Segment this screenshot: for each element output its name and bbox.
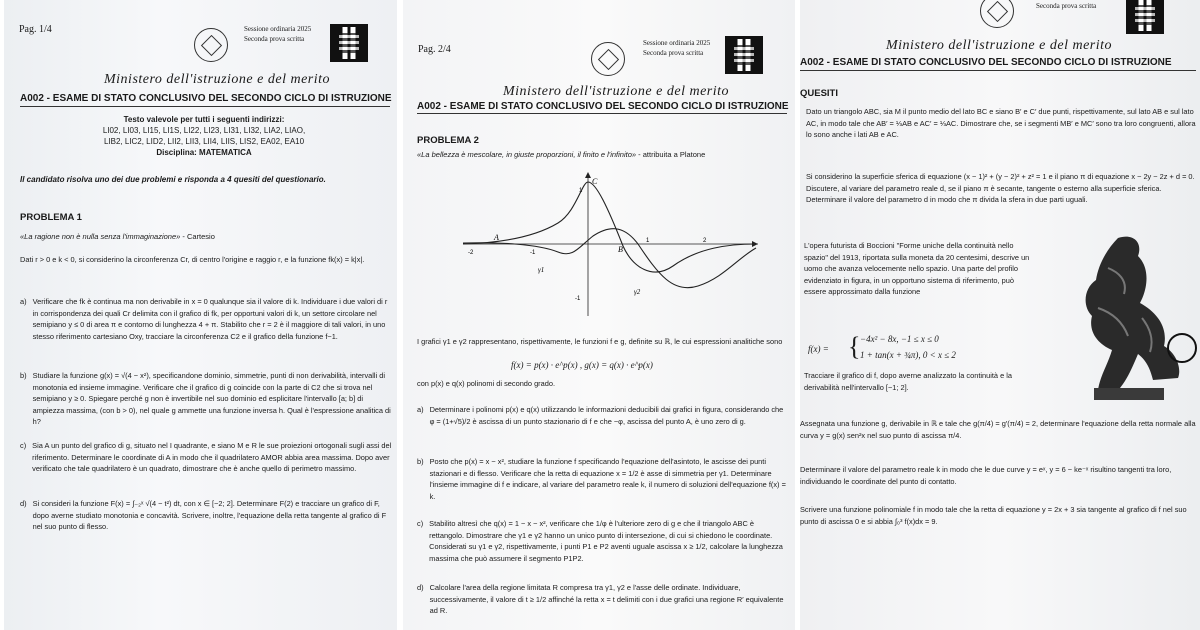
problem-1-item-b: b) Studiare la funzione g(x) = √(4 − x²), specificandone dominio, simmetrie, punti di non derivabilità, intervalli di monotonia ed insieme immagine. Verificare che il grafico di g coincide con la parte di C2 che si trova nel semipiano y ≥ 0. Spiegare perché g non è invertibile nel suo dominio ed esplicitare l'intervallo [a; b] di ampiezza massima, (con b > 0), nel quale g ammette una funzione inversa h. Qual è l'espressione analitica di h?: [20, 371, 391, 426]
title-rule: [417, 113, 787, 114]
problem-2-item-c: c) Stabilito altresì che q(x) = 1 − x − x², verificare che 1/φ è l'ulteriore zero di g e che il triangolo ABC è rettangolo. Dimostrare che γ1 e γ2 hanno un unico punto di intersezione, di cui si chiedono le coordinate. Considerati su γ1 e γ2, rispettivamente, i punti P1 e P2 aventi uguale ascissa x ≥ 1/2, calcolare la lunghezza massima che può assumere il segmento P1P2.: [417, 519, 783, 563]
point-a-label: A: [494, 233, 499, 242]
piecewise-label: f(x) =: [808, 344, 829, 354]
ministry-heading: Ministero dell'istruzione e del merito: [886, 38, 1113, 53]
piecewise-case-1: −4x² − 8x, −1 ≤ x ≤ 0: [860, 334, 939, 344]
sculpture-base: [1094, 388, 1164, 400]
polynomial-note: con p(x) e q(x) polinomi di secondo grado.: [417, 379, 556, 388]
tick-label-x-minus-2: -2: [468, 250, 474, 256]
gamma-1-curve: [463, 182, 756, 272]
session-info: Sessione ordinaria 2025 Seconda prova scritta: [643, 39, 711, 57]
quesito-1: Dato un triangolo ABC, sia M il punto medio del lato BC e siano B′ e C′ due punti, rispettivamente, sul lato AB e sul lato AC, in modo tale che AB′ = ⅓AB e AC′ = ⅓AC. Dimostrare che, se i segmenti MB′ e MC′ sono tra loro congruenti, allora lo sono anche i lati AB e AC.: [806, 107, 1196, 139]
problem-1-item-c: c) Sia A un punto del grafico di g, situato nel I quadrante, e siano M e R le sue proiezioni ortogonali sugli assi del riferimento. Determinare le coordinate di A in modo che il quadrilatero AMOR abbia area massima. Dopo aver verificato che tale quadrilatero è un quadrato, dimostrare che è anche quello di perimetro massimo.: [20, 441, 392, 473]
problem-1-intro: Dati r > 0 e k < 0, si considerino la circonferenza Cr, di centro l'origine e raggio r, e la funzione fk(x) = k|x|.: [20, 255, 365, 264]
qr-code-icon: [330, 24, 368, 62]
exam-page-1: [4, 0, 397, 630]
exam-page-3: [800, 0, 1200, 630]
piecewise-case-2: 1 + tan(x + ¾π), 0 < x ≤ 2: [860, 350, 956, 360]
republic-emblem-icon: [591, 42, 625, 76]
boccioni-sculpture-image: [1058, 228, 1198, 403]
point-b-label: B: [618, 245, 623, 254]
tick-label-x-2: 2: [703, 238, 707, 244]
problem-2-item-b: b) Posto che p(x) = x − x², studiare la funzione f specificando l'equazione dell'asintoto, le ascisse dei punti stazionari e di flesso. Verificare che la retta di equazione x = 1/2 è asse di simmetria per γ1. Determinare l'insieme immagine di f e indicare, al variare del parametro reale k, il numero di soluzioni dell'equazione f(x) = k.: [417, 457, 786, 501]
problem-1-item-d: d) Si consideri la funzione F(x) = ∫₋₂ˣ √(4 − t²) dt, con x ∈ [−2; 2]. Determinare F(2) e tracciare un grafico di F, dopo averne studiato monotonia e concavità. Scrivere, inoltre, l'equazione della retta tangente al grafico di F nel suo punto di flesso.: [20, 499, 387, 531]
republic-emblem-icon: [980, 0, 1014, 28]
quesiti-title: QUESITI: [800, 88, 839, 99]
qr-code-icon: [1126, 0, 1164, 34]
gamma-2-label: γ2: [634, 288, 641, 296]
quesito-2: Si considerino la superficie sferica di equazione (x − 1)² + (y − 2)² + z² = 1 e il piano π di equazione x − 2y − 2z + d = 0. Discutere, al variare del parametro reale d, se il piano π è secante, tangente o esterno alla superficie sferica. Determinare il valore del parametro d in modo che π divida la sfera in due parti uguali.: [806, 172, 1195, 204]
function-definitions: f(x) = p(x) · e^p(x) , g(x) = q(x) · e^p(x): [511, 360, 653, 370]
tick-label-x-1: 1: [646, 238, 650, 244]
problem-1-item-a: a) Verificare che fk è continua ma non derivabile in x = 0 qualunque sia il valore di k. Individuare i due valori di r in corrispondenza dei quali Cr delimita con il grafico di fk, per opportuni valori di k, un settore circolare nel semipiano y ≤ 0 di area π e contorno di lunghezza 4 + π. Stabilito che r = 2 è il maggiore di tali valori, in uno stesso riferimento cartesiano Oxy, tracciare la circonferenza C2 e il grafico della funzione f−1.: [20, 297, 388, 341]
session-info: Sessione ordinaria 2025 Seconda prova scritta: [244, 25, 312, 43]
tick-label-y-1: 1: [579, 188, 583, 194]
quesito-6: Scrivere una funzione polinomiale f in modo tale che la retta di equazione y = 2x + 3 sia tangente al grafico di f nel suo punto di ascissa 0 e si abbia ∫₀³ f(x)dx = 9.: [800, 505, 1187, 526]
piecewise-brace-icon: {: [848, 332, 861, 361]
addresses-block: Testo valevole per tutti i seguenti indirizzi: LI02, LI03, LI15, LI1S, LI22, LI23, LI31, LI32, LIA2, LIAO, LIB2, LIC2, LID2, LII2, LII3, LII4, LIIS, LIS2, EA02, EA10 Disciplina: MATEMATICA: [102, 115, 306, 157]
session-info: Seconda prova scritta: [1036, 2, 1097, 10]
problem-2-quote: «La bellezza è mescolare, in giuste proporzioni, il finito e l'infinito» - attribuita a Platone: [417, 150, 706, 159]
problem-2-intro: I grafici γ1 e γ2 rappresentano, rispettivamente, le funzioni f e g, definite su ℝ, le cui espressioni analitiche sono: [417, 337, 783, 346]
title-rule: [20, 106, 390, 107]
page-number: Pag. 2/4: [418, 44, 451, 55]
instructions: Il candidato risolva uno dei due problemi e risponda a 4 quesiti del questionario.: [20, 175, 326, 184]
republic-emblem-icon: [194, 28, 228, 62]
problem-2-item-d: d) Calcolare l'area della regione limitata R compresa tra γ1, γ2 e l'asse delle ordinate. Individuare, successivamente, il valore di t ≥ 1/2 affinché la retta x = t delimiti con i due grafici una regione R′ equivalente ad R.: [417, 583, 784, 615]
quesito-3: L'opera futurista di Boccioni "Forme uniche della continuità nello spazio" del 1913, riportata sulla moneta da 20 centesimi, descrive un uomo che avanza velocemente nello spazio. Una parte del profilo evidenziato in figura, in un opportuno sistema di riferimento, può essere approssimato dalla funzione: [804, 241, 1030, 296]
title-rule: [800, 70, 1196, 71]
ministry-heading: Ministero dell'istruzione e del merito: [503, 84, 730, 99]
sculpture-silhouette: [1086, 237, 1180, 390]
exam-page-2: [403, 0, 795, 630]
quesito-5: Determinare il valore del parametro reale k in modo che le due curve y = eˣ, y = 6 − ke⁻ˣ risultino tangenti tra loro, individuando le coordinate del punto di contatto.: [800, 465, 1172, 486]
exam-title: A002 - ESAME DI STATO CONCLUSIVO DEL SECONDO CICLO DI ISTRUZIONE: [20, 93, 392, 104]
problem-1-title: PROBLEMA 1: [20, 212, 82, 223]
tick-label-y-minus-1: -1: [575, 296, 581, 302]
ministry-heading: Ministero dell'istruzione e del merito: [104, 72, 331, 87]
qr-code-icon: [725, 36, 763, 74]
point-c-label: C: [592, 177, 598, 186]
gamma-2-curve: [463, 229, 756, 288]
exam-title: A002 - ESAME DI STATO CONCLUSIVO DEL SECONDO CICLO DI ISTRUZIONE: [800, 57, 1172, 68]
problem-2-title: PROBLEMA 2: [417, 135, 479, 146]
function-graph: [458, 168, 758, 318]
page-number: Pag. 1/4: [19, 24, 52, 35]
gamma-1-label: γ1: [538, 266, 545, 274]
highlighted-profile-circle: [1168, 334, 1196, 362]
exam-title: A002 - ESAME DI STATO CONCLUSIVO DEL SECONDO CICLO DI ISTRUZIONE: [417, 101, 789, 112]
quesito-3-task: Tracciare il grafico di f, dopo averne analizzato la continuità e la derivabilità nell'intervallo [−1; 2].: [804, 371, 1013, 392]
tick-label-x-minus-1: -1: [530, 250, 536, 256]
problem-2-item-a: a) Determinare i polinomi p(x) e q(x) utilizzando le informazioni deducibili dai grafici in figura, considerando che φ = (1+√5)/2 è ascissa di un punto stazionario di f e che −φ, ascissa del punto A, è uno zero di g.: [417, 405, 784, 426]
quesito-4: Assegnata una funzione g, derivabile in ℝ e tale che g(π/4) = g′(π/4) = 2, determinare l'equazione della retta normale alla curva y = g(x) sen²x nel suo punto di ascissa π/4.: [800, 419, 1196, 440]
y-axis-arrow-icon: [585, 172, 591, 178]
problem-1-quote: «La ragione non è nulla senza l'immaginazione» - Cartesio: [20, 232, 215, 241]
